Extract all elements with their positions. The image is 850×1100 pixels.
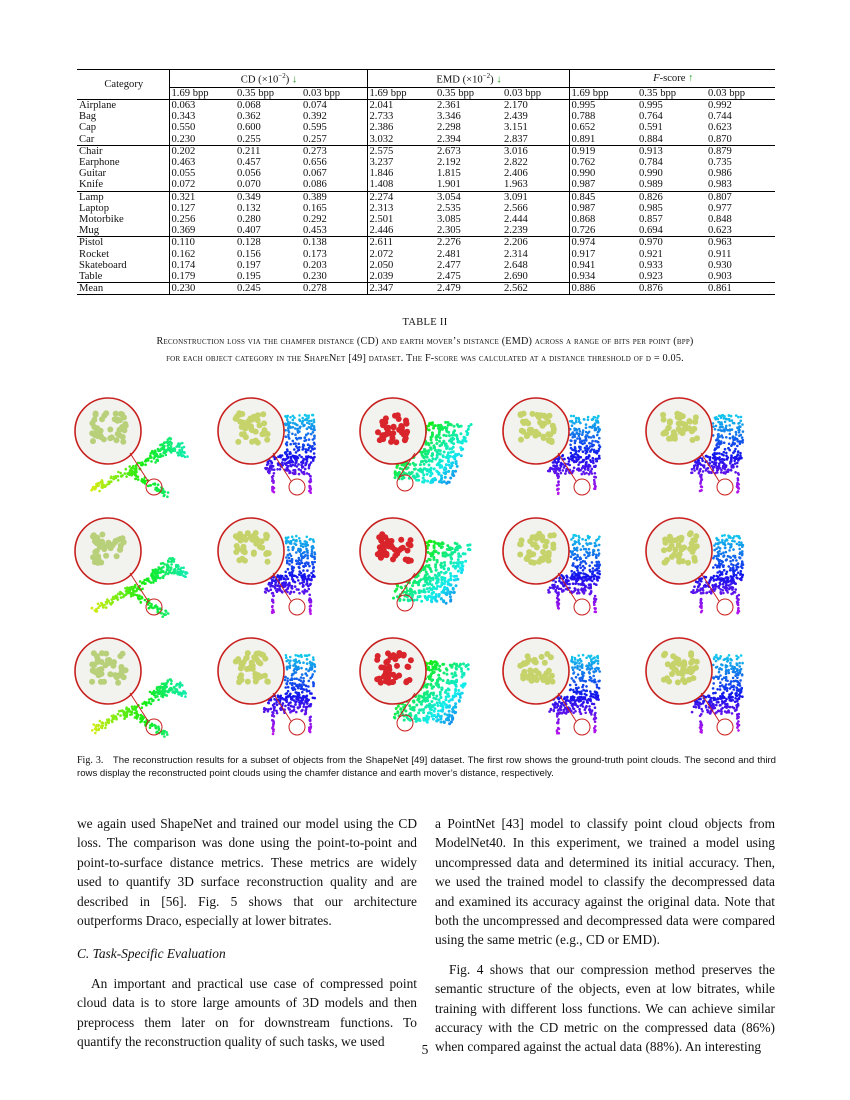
value-cell: 0.923 (639, 270, 663, 282)
bitrate-header: 0.03 bpp (301, 87, 367, 99)
zoom-region-marker (574, 599, 590, 615)
point-cloud-render (357, 395, 489, 500)
value-cell: 3.054 (435, 191, 502, 203)
point-cloud-image (500, 395, 632, 500)
value-cell: 0.273 (301, 145, 367, 157)
value-cell: 0.591 (639, 122, 663, 134)
value-cell: 0.349 (235, 191, 301, 203)
value-cell: 0.457 (237, 156, 261, 168)
value-cell: 3.091 (502, 191, 569, 203)
point-cloud-render (72, 395, 204, 500)
value-cell: 0.919 (569, 145, 637, 157)
value-cell: 0.407 (237, 225, 261, 237)
value-cell: 0.921 (639, 248, 663, 260)
section-heading: C. Task-Specific Evaluation (77, 946, 226, 962)
value-cell: 0.230 (171, 133, 196, 145)
zoom-region-marker (574, 719, 590, 735)
bitrate-header: 1.69 bpp (569, 87, 637, 99)
point-cloud-image (500, 635, 632, 740)
point-cloud-render (215, 635, 347, 740)
value-cell: 0.934 (571, 270, 596, 282)
value-cell: 0.245 (235, 283, 301, 295)
value-cell: 2.562 (502, 283, 569, 295)
value-cell: 0.068 (235, 99, 301, 111)
value-cell: 0.174 (171, 259, 196, 271)
cd-group-header: CD $(\times 10^{-2})$ ↓ (169, 70, 367, 88)
value-cell: 0.278 (301, 283, 367, 295)
value-cell: 3.346 (437, 111, 461, 123)
point-cloud-image (72, 515, 204, 620)
value-cell: 2.361 (435, 99, 502, 111)
value-cell: 0.202 (169, 145, 235, 157)
down-arrow-icon: ↓ (291, 74, 298, 86)
value-cell: 0.970 (637, 237, 706, 249)
value-cell: 0.656 (301, 157, 367, 168)
value-cell: 2.837 (502, 134, 569, 146)
point-cloud-image (357, 515, 489, 620)
category-cell: Knife (77, 179, 169, 191)
value-cell: 2.575 (367, 145, 435, 157)
zoom-region-marker (289, 479, 305, 495)
point-cloud-image (643, 515, 775, 620)
table-row (77, 203, 775, 214)
zoom-region-marker (717, 479, 733, 495)
value-cell: 0.203 (301, 260, 367, 271)
bitrate-header: 0.03 bpp (502, 87, 569, 99)
value-cell: 0.156 (237, 248, 261, 260)
value-cell: 0.072 (171, 179, 196, 191)
value-cell: 0.826 (637, 191, 706, 203)
value-cell: 0.128 (235, 237, 301, 249)
table-row (77, 111, 775, 122)
value-cell: 0.995 (637, 99, 706, 111)
emd-group-header: EMD $(\times 10^{-2})$ ↓ (367, 70, 569, 88)
left-column (77, 814, 417, 1051)
value-cell: 0.995 (569, 99, 637, 111)
value-cell: 2.535 (437, 202, 461, 214)
category-cell: Guitar (77, 168, 169, 179)
value-cell: 0.230 (301, 271, 367, 283)
value-cell: 0.989 (639, 179, 663, 191)
value-cell: 0.861 (706, 283, 775, 295)
value-cell: 2.475 (437, 270, 461, 282)
value-cell: 0.138 (301, 237, 367, 249)
zoom-region-marker (574, 479, 590, 495)
zoom-region-marker (717, 719, 733, 735)
value-cell: 0.977 (708, 202, 732, 214)
zoom-region-marker (289, 599, 305, 615)
value-cell: 0.179 (171, 270, 196, 282)
value-cell: 2.481 (437, 248, 461, 260)
table-label: TABLE II (402, 317, 448, 328)
point-cloud-image (643, 395, 775, 500)
point-cloud-image (72, 635, 204, 740)
table-row (77, 283, 775, 295)
value-cell: 0.230 (169, 283, 235, 295)
value-cell: 0.389 (301, 191, 367, 203)
value-cell: 2.648 (502, 260, 569, 271)
category-cell: Mug (77, 225, 169, 237)
value-cell: 0.162 (171, 248, 196, 260)
value-cell: 0.735 (708, 156, 732, 168)
value-cell: 2.276 (435, 237, 502, 249)
value-cell: 2.274 (367, 191, 435, 203)
value-cell: 0.127 (171, 202, 196, 214)
table-row (77, 179, 775, 191)
point-cloud-image (215, 515, 347, 620)
value-cell: 2.439 (502, 111, 569, 122)
figure-grid (72, 395, 782, 725)
value-cell: 0.623 (708, 122, 732, 134)
value-cell: 0.369 (171, 225, 196, 237)
value-cell: 3.085 (437, 213, 461, 225)
value-cell: 0.807 (706, 191, 775, 203)
value-cell: 0.255 (237, 133, 261, 145)
point-cloud-image (215, 395, 347, 500)
point-cloud-image (357, 635, 489, 740)
point-cloud-render (500, 635, 632, 740)
value-cell: 2.690 (502, 271, 569, 283)
results-table (77, 69, 775, 295)
value-cell: 0.463 (171, 156, 196, 168)
value-cell: 0.165 (301, 203, 367, 214)
value-cell: 2.611 (367, 237, 435, 249)
value-cell: 0.788 (571, 111, 596, 123)
fscore-group-header: F-score ↑ (569, 70, 775, 88)
value-cell: 0.550 (171, 122, 196, 134)
value-cell: 3.237 (369, 156, 394, 168)
value-cell: 2.822 (502, 157, 569, 168)
value-cell: 0.933 (639, 259, 663, 271)
value-cell: 0.917 (571, 248, 596, 260)
point-cloud-render (72, 635, 204, 740)
point-cloud-image (215, 635, 347, 740)
value-cell: 0.132 (237, 202, 261, 214)
table-row (77, 99, 775, 111)
point-cloud-image (357, 395, 489, 500)
value-cell: 0.056 (237, 168, 261, 180)
category-cell: Bag (77, 111, 169, 122)
table-row (77, 214, 775, 225)
point-cloud-image (500, 515, 632, 620)
category-cell: Rocket (77, 249, 169, 260)
paragraph: we again used ShapeNet and trained our model using the CD loss. The comparison was done using the point-to-point and point-to-surface distance metrics. These metrics are widely used to quantify 3D surface reconstruction quality and are described in [56]. Fig. 5 shows that our architecture outperforms Draco, especially at lower bitrates. (77, 816, 417, 929)
value-cell: 0.870 (708, 133, 732, 145)
point-cloud-render (72, 515, 204, 620)
value-cell: 2.298 (437, 122, 461, 134)
value-cell: 0.845 (569, 191, 637, 203)
value-cell: 0.986 (708, 168, 732, 180)
point-cloud-image (643, 635, 775, 740)
point-cloud-render (215, 395, 347, 500)
value-cell: 0.086 (301, 179, 367, 191)
table-row (77, 237, 775, 249)
figure-caption: Fig. 3. The reconstruction results for a subset of objects from the ShapeNet [49] dataset. The first row shows the ground-truth point clouds. The second and third rows display the reconstructed point clouds using the chamfer distance and earth mover’s distance, respectively. (77, 755, 777, 779)
category-cell: Airplane (77, 99, 169, 111)
value-cell: 0.857 (639, 213, 663, 225)
zoom-region-marker (397, 715, 413, 731)
value-cell: 2.072 (369, 248, 394, 260)
value-cell: 0.392 (301, 111, 367, 122)
value-cell: 0.762 (571, 156, 596, 168)
value-cell: 0.963 (706, 237, 775, 249)
value-cell: 2.041 (367, 99, 435, 111)
category-cell: Laptop (77, 203, 169, 214)
value-cell: 2.386 (369, 122, 394, 134)
table-row (77, 249, 775, 260)
category-cell: Chair (77, 145, 169, 157)
bitrate-header: 1.69 bpp (169, 87, 235, 99)
value-cell: 0.726 (571, 225, 596, 237)
value-cell: 0.067 (301, 168, 367, 179)
value-cell: 0.884 (639, 133, 663, 145)
category-cell: Motorbike (77, 214, 169, 225)
point-cloud-render (643, 395, 775, 500)
value-cell: 2.479 (435, 283, 502, 295)
value-cell: 0.987 (571, 179, 596, 191)
category-cell: Earphone (77, 157, 169, 168)
value-cell: 0.600 (237, 122, 261, 134)
value-cell: 0.321 (169, 191, 235, 203)
table-row (77, 122, 775, 133)
value-cell: 3.151 (502, 122, 569, 133)
value-cell: 0.987 (571, 202, 596, 214)
value-cell: 2.566 (502, 203, 569, 214)
value-cell: 0.595 (301, 122, 367, 133)
zoom-lens (360, 638, 426, 704)
value-cell: 2.305 (437, 225, 461, 237)
up-arrow-icon: ↑ (688, 72, 694, 84)
value-cell: 2.501 (369, 213, 394, 225)
bitrate-header: 0.35 bpp (235, 87, 301, 99)
category-header: Category (77, 70, 169, 100)
value-cell: 2.050 (369, 259, 394, 271)
bitrate-header: 0.35 bpp (435, 87, 502, 99)
value-cell: 0.257 (301, 134, 367, 146)
value-cell: 1.408 (369, 179, 394, 191)
value-cell: 0.992 (706, 99, 775, 111)
category-cell: Lamp (77, 191, 169, 203)
value-cell: 2.039 (369, 270, 394, 282)
value-cell: 0.063 (169, 99, 235, 111)
bitrate-header: 1.69 bpp (367, 87, 435, 99)
value-cell: 2.239 (502, 225, 569, 237)
value-cell: 2.477 (437, 259, 461, 271)
down-arrow-icon: ↓ (496, 74, 502, 86)
value-cell: 0.694 (639, 225, 663, 237)
category-cell: Skateboard (77, 260, 169, 271)
value-cell: 0.941 (571, 259, 596, 271)
value-cell: 0.453 (301, 225, 367, 237)
value-cell: 0.292 (301, 214, 367, 225)
point-cloud-render (357, 635, 489, 740)
value-cell: 0.280 (237, 213, 261, 225)
table-row (77, 191, 775, 203)
table-row (77, 260, 775, 271)
value-cell: 0.623 (708, 225, 732, 237)
category-cell: Pistol (77, 237, 169, 249)
value-cell: 0.983 (708, 179, 732, 191)
value-cell: 2.192 (437, 156, 461, 168)
bitrate-header-row (77, 87, 775, 99)
value-cell: 0.913 (637, 145, 706, 157)
value-cell: 0.362 (237, 111, 261, 123)
bitrate-header: 0.03 bpp (706, 87, 775, 99)
value-cell: 3.016 (502, 145, 569, 157)
category-cell: Car (77, 134, 169, 146)
category-cell: Cap (77, 122, 169, 133)
value-cell: 2.170 (502, 99, 569, 111)
value-cell: 0.990 (571, 168, 596, 180)
value-cell: 0.974 (569, 237, 637, 249)
value-cell: 0.903 (708, 270, 732, 282)
value-cell: 2.314 (502, 249, 569, 260)
table-row (77, 134, 775, 146)
value-cell: 0.652 (571, 122, 596, 134)
point-cloud-render (357, 515, 489, 620)
table-row (77, 157, 775, 168)
paragraph: Fig. 4 shows that our compression method preserves the semantic structure of the objects, even at low bitrates, while training with different loss functions. We can achieve similar accuracy with the CD metric on the compressed data (86%) when compared against the actual data (88%). An interesting (435, 961, 775, 1055)
value-cell: 0.876 (637, 283, 706, 295)
value-cell: 0.055 (171, 168, 196, 180)
paragraph: a PointNet [43] model to classify point cloud objects from ModelNet40. In this experiment, we trained a model using uncompressed data and determined its initial accuracy. Then, we used the trained model to classify the decompressed data and examined its accuracy against the original data. Note that both the uncompressed and decompressed data were compared using the same metric (e.g., CD or EMD). (435, 816, 775, 948)
point-cloud-render (643, 515, 775, 620)
page-number: 5 (421, 1042, 429, 1057)
value-cell: 0.256 (171, 213, 196, 225)
value-cell: 0.074 (301, 99, 367, 111)
value-cell: 0.173 (301, 249, 367, 260)
value-cell: 0.784 (639, 156, 663, 168)
category-cell: Table (77, 271, 169, 283)
value-cell: 1.846 (369, 168, 394, 180)
value-cell: 0.879 (706, 145, 775, 157)
value-cell: 0.343 (171, 111, 196, 123)
table-row (77, 168, 775, 179)
value-cell: 0.211 (235, 145, 301, 157)
value-cell: 2.394 (437, 133, 461, 145)
value-cell: 1.963 (502, 179, 569, 191)
value-cell: 0.930 (708, 259, 732, 271)
table-row (77, 225, 775, 237)
value-cell: 0.848 (708, 213, 732, 225)
value-cell: 0.070 (237, 179, 261, 191)
bitrate-header: 0.35 bpp (637, 87, 706, 99)
table-caption: Reconstruction loss via the chamfer distance (CD) and earth mover’s distance (EMD) across a range of bits per point (bpp) for each object category in the ShapeNet [49] dataset. The F-score was calculated at a distance threshold of d = 0.05. (156, 336, 694, 364)
value-cell: 0.197 (237, 259, 261, 271)
value-cell: 2.733 (369, 111, 394, 123)
value-cell: 2.406 (502, 168, 569, 179)
value-cell: 2.673 (435, 145, 502, 157)
paragraph: An important and practical use case of compressed point cloud data is to store large amounts of 3D models and then preprocess them later on for downstream functions. To quantify the reconstruction quality of such tasks, we used (77, 975, 417, 1050)
value-cell: 3.032 (369, 133, 394, 145)
value-cell: 0.911 (708, 248, 732, 260)
right-column (435, 814, 775, 1057)
value-cell: 2.446 (369, 225, 394, 237)
value-cell: 2.444 (502, 214, 569, 225)
value-cell: 2.206 (502, 237, 569, 249)
value-cell: 0.744 (708, 111, 732, 123)
point-cloud-render (643, 635, 775, 740)
value-cell: 0.990 (639, 168, 663, 180)
value-cell: 0.195 (237, 270, 261, 282)
value-cell: 0.985 (639, 202, 663, 214)
value-cell: 1.815 (437, 168, 461, 180)
value-cell: 1.901 (437, 179, 461, 191)
point-cloud-render (500, 395, 632, 500)
value-cell: 0.764 (639, 111, 663, 123)
zoom-region-marker (289, 719, 305, 735)
value-cell: 0.110 (169, 237, 235, 249)
table-row (77, 145, 775, 157)
point-cloud-image (72, 395, 204, 500)
value-cell: 2.313 (369, 202, 394, 214)
value-cell: 2.347 (367, 283, 435, 295)
value-cell: 0.868 (571, 213, 596, 225)
category-cell: Mean (77, 283, 169, 295)
point-cloud-render (215, 515, 347, 620)
point-cloud-render (500, 515, 632, 620)
table-row (77, 271, 775, 283)
value-cell: 0.891 (571, 133, 596, 145)
value-cell: 0.886 (569, 283, 637, 295)
zoom-region-marker (717, 599, 733, 615)
